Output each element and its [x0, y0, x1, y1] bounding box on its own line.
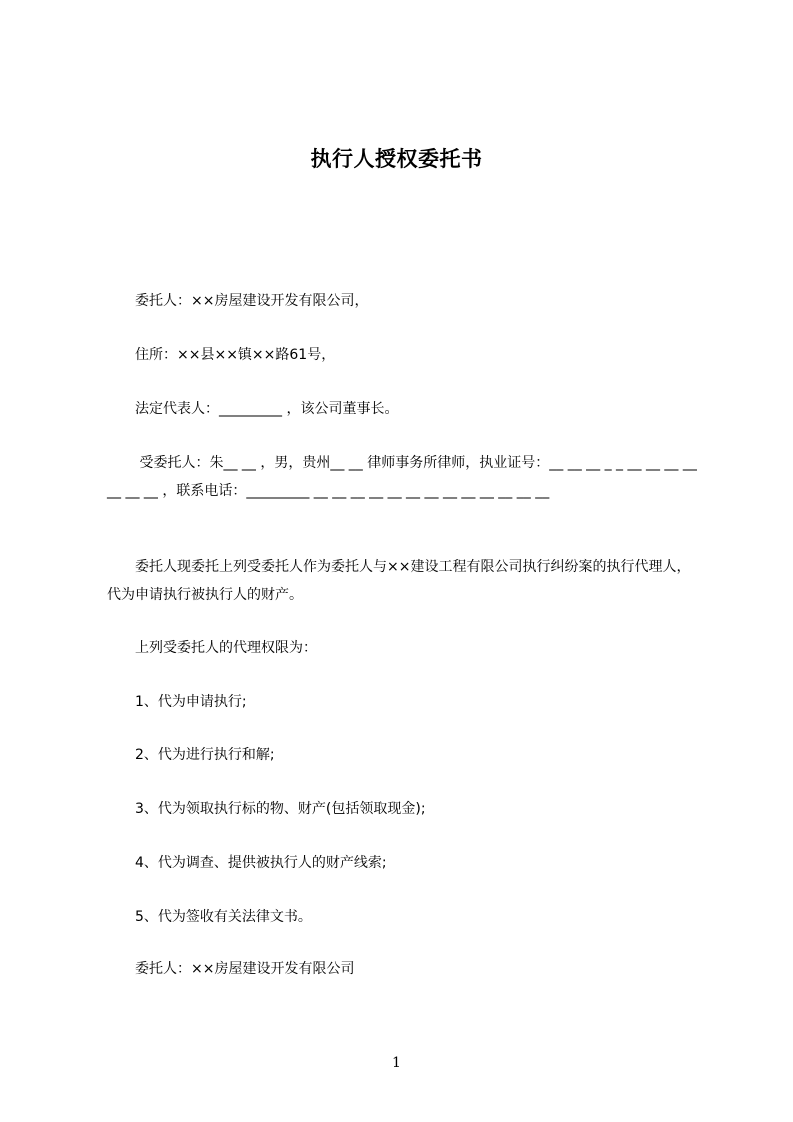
- authority-intro: 上列受委托人的代理权限为：: [135, 640, 317, 656]
- address-line: 住所：××县××镇××路61号，: [135, 347, 336, 363]
- page-number: 1: [392, 1055, 401, 1071]
- authority-item: 4、代为调查、提供被执行人的财产线索;: [135, 855, 387, 871]
- entrust-statement: 委托人现委托上列受委托人作为委托人与××建设工程有限公司执行纠纷案的执行代理人，代为申请执行被执行人的财产。: [107, 559, 691, 603]
- authority-item: 2、代为进行执行和解;: [135, 747, 275, 763]
- principal-line: 委托人：××房屋建设开发有限公司，: [135, 293, 369, 309]
- legal-representative-line: 法定代表人：_________ ，该公司董事长。: [135, 401, 399, 417]
- document-title: 执行人授权委托书: [310, 147, 483, 171]
- authority-item: 3、代为领取执行标的物、财产(包括领取现金);: [135, 801, 426, 817]
- authority-item: 1、代为申请执行;: [135, 694, 247, 710]
- signature-line: 委托人：××房屋建设开发有限公司: [135, 961, 355, 977]
- agent-paragraph: 受委托人：朱__ __ ，男，贵州__ __ 律师事务所律师，执业证号：__ __ __ _ _ __ __ __ __ __ __ __ ，联系电话：_________ __ __ __ __ __ __ __ __ __ __ __ __ __: [107, 455, 702, 499]
- authority-item: 5、代为签收有关法律文书。: [135, 909, 312, 925]
